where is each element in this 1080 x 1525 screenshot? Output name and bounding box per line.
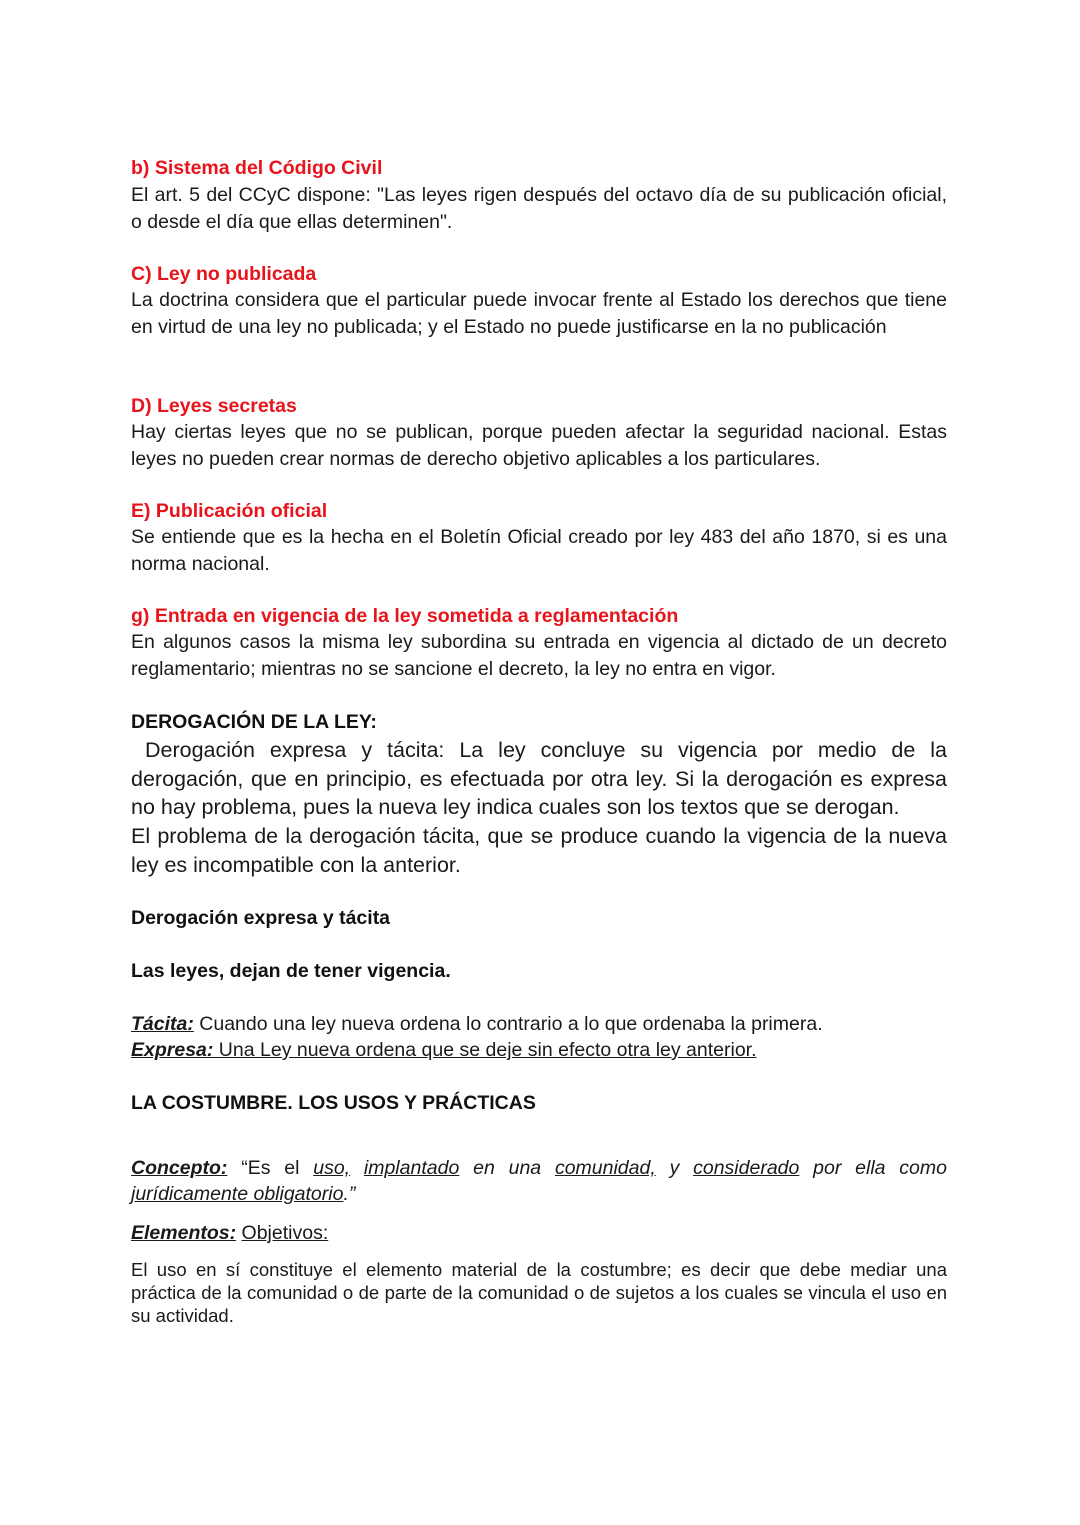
concepto-word: una [508,1157,542,1179]
section-heading-publicacion-oficial: E) Publicación oficial [131,500,328,522]
concepto-word: “Es [241,1157,271,1179]
concepto-word-considerado: considerado [693,1157,800,1179]
concepto-word: el [284,1157,300,1179]
concepto-continuation [131,1181,947,1208]
section-body-codigo-civil: El art. 5 del CCyC dispone: "Las leyes rigen después del octavo día de su publicación oficial, o desde el día que ellas determinen". [131,184,947,233]
section-heading-leyes-secretas: D) Leyes secretas [131,395,297,417]
concepto-line [131,1155,947,1181]
section-body-entrada-vigencia: En algunos casos la misma ley subordina su entrada en vigencia al dictado de un decreto reglamentario; mientras no se sancione el decreto, la ley no entra en vigor. [131,631,947,680]
elementos-label: Elementos: [131,1222,237,1244]
derogacion-paragraph-2: El problema de la derogación tácita, que se produce cuando la vigencia de la nueva ley es incompatible con la anterior. [131,824,947,877]
costumbre-heading: LA COSTUMBRE. LOS USOS Y PRÁCTICAS [131,1092,536,1114]
vigencia-subheading: Las leyes, dejan de tener vigencia. [131,960,451,982]
section-body-leyes-secretas: Hay ciertas leyes que no se publican, porque pueden afectar la seguridad nacional. Estas leyes no pueden crear normas de derecho objetivo aplicables a los particulares. [131,421,947,470]
concepto-word: en [473,1157,495,1179]
expresa-definition [131,1037,947,1064]
tacita-label: Tácita: [131,1013,194,1035]
concepto-word: por [813,1157,842,1179]
derogacion-subheading: Derogación expresa y tácita [131,907,391,929]
expresa-label: Expresa: [131,1039,214,1061]
derogacion-paragraph-1 [131,736,947,822]
section-heading-ley-no-publicada: C) Ley no publicada [131,263,317,285]
tacita-text: Cuando una ley nueva ordena lo contrario a lo que ordenaba la primera. [193,1013,823,1035]
tacita-definition [131,1011,947,1038]
objetivos-label: Objetivos: [241,1222,329,1244]
concepto-word: como [899,1157,947,1179]
uso-paragraph: El uso en sí constituye el elemento material de la costumbre; es decir que debe mediar una práctica de la comunidad o de parte de la comunidad o de sujetos a los cuales se vincula el uso en su actividad. [131,1259,947,1326]
section-heading-codigo-civil: b) Sistema del Código Civil [131,157,383,179]
concepto-word: ella [855,1157,886,1179]
concepto-close-quote: .” [343,1183,356,1205]
section-heading-entrada-vigencia: g) Entrada en vigencia de la ley sometida a reglamentación [131,605,679,627]
concepto-word-implantado: implantado [363,1157,460,1179]
section-body-publicacion-oficial: Se entiende que es la hecha en el Boletín Oficial creado por ley 483 del año 1870, si es una norma nacional. [131,526,947,575]
section-body-ley-no-publicada: La doctrina considera que el particular puede invocar frente al Estado los derechos que tiene en virtud de una ley no publicada; y el Estado no puede justificarse en la no publicación [131,289,947,338]
derogacion-paragraph-1-text: Derogación expresa y tácita: La ley concluye su vigencia por medio de la derogación, que en principio, es efectuada por otra ley. Si la derogación es expresa no hay problema, pues la nueva ley indica cuales son los textos que se derogan. [131,738,947,819]
expresa-text: Una Ley nueva ordena que se deje sin efecto otra ley anterior. [213,1039,757,1061]
derogacion-heading: DEROGACIÓN DE LA LEY: [131,711,377,733]
concepto-word: y [669,1157,680,1179]
elementos-line [131,1220,947,1247]
concepto-word-comunidad: comunidad, [554,1157,656,1179]
concepto-word-juridicamente: jurídicamente obligatorio [131,1183,344,1205]
concepto-word-uso: uso, [313,1157,351,1179]
concepto-label: Concepto: [131,1157,228,1179]
